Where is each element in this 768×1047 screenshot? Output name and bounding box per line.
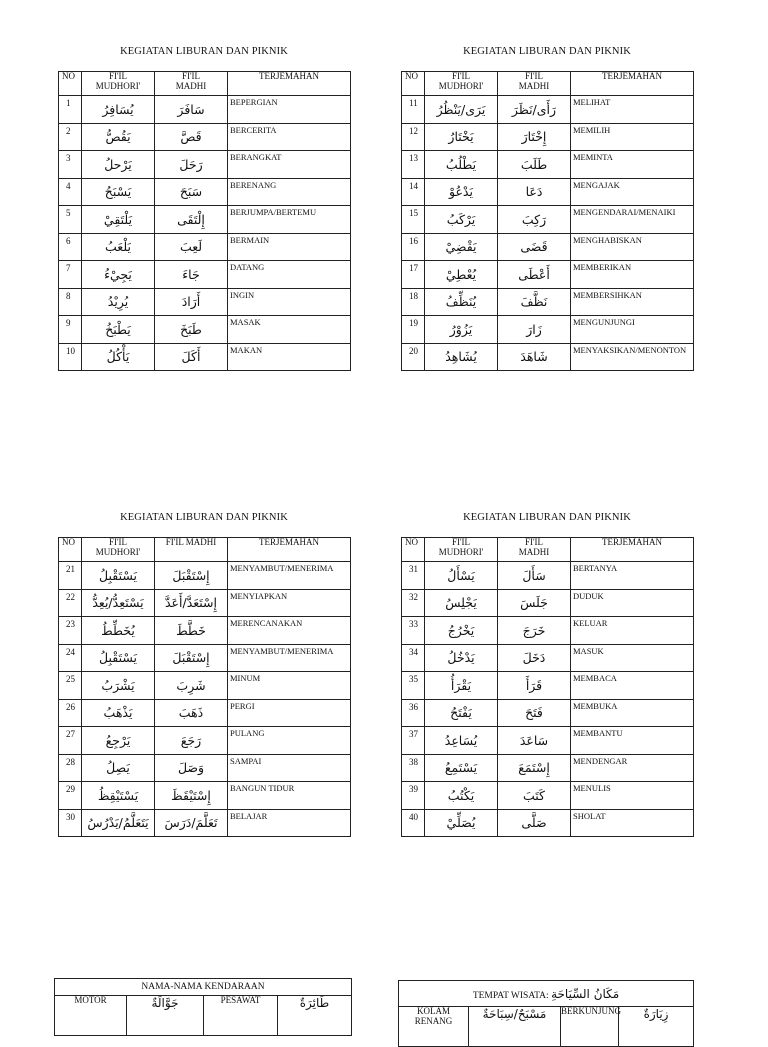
table-title: KEGIATAN LIBURAN DAN PIKNIK (120, 46, 288, 57)
table-row (59, 754, 351, 782)
header-mudhori-text: FI'IL (108, 537, 128, 547)
header-no (402, 538, 425, 562)
row-number: 30 (59, 809, 82, 837)
kendaraan-arabic: جَوَّالَةٌ (127, 996, 204, 1036)
table-row (59, 233, 351, 261)
row-number: 39 (402, 782, 425, 810)
fiil-mudhori: يَلْتَقِيْ (82, 206, 155, 234)
fiil-mudhori: يَرَى/يَنْظُرُ (425, 96, 498, 124)
header-terjemahan (228, 72, 351, 96)
fiil-madhi: إِسْتَعَدَّ/أَعَدَّ (155, 589, 228, 617)
fiil-mudhori: يُخَطِّطُ (82, 617, 155, 645)
row-number: 33 (402, 617, 425, 645)
table-title: KEGIATAN LIBURAN DAN PIKNIK (120, 512, 288, 523)
fiil-mudhori: يَفْتَحُ (425, 699, 498, 727)
table-row (59, 562, 351, 590)
fiil-mudhori: يَلْعَبُ (82, 233, 155, 261)
terjemahan: PERGI (228, 699, 351, 727)
fiil-mudhori: يَرْكَبُ (425, 206, 498, 234)
row-number: 21 (59, 562, 82, 590)
fiil-mudhori: يَذْهَبُ (82, 699, 155, 727)
vocab-table (58, 537, 351, 837)
header-madhi (155, 538, 228, 562)
row-number: 5 (59, 206, 82, 234)
wisata-label-line2: RENANG (414, 1015, 453, 1026)
vocab-table (401, 537, 694, 837)
header-terjemahan (571, 538, 694, 562)
fiil-madhi: زَارَ (498, 316, 571, 344)
fiil-madhi: أَكَلَ (155, 343, 228, 371)
terjemahan: MINUM (228, 672, 351, 700)
fiil-mudhori: يَتَعَلَّمُ/يَدْرُسُ (82, 809, 155, 837)
header-madhi-text: FI'IL MADHI (165, 537, 217, 547)
row-number: 31 (402, 562, 425, 590)
terjemahan: BERTANYA (571, 562, 694, 590)
header-madhi-text: FI'IL (181, 71, 201, 81)
header-mudhori-text: MUDHORI' (95, 80, 141, 91)
terjemahan: MENYAMBUT/MENERIMA (228, 644, 351, 672)
table-row (59, 809, 351, 837)
table-block-3 (58, 510, 350, 840)
table-row (59, 316, 351, 344)
row-number: 36 (402, 699, 425, 727)
terjemahan: DATANG (228, 261, 351, 289)
terjemahan: MENYAKSIKAN/MENONTON (571, 343, 694, 371)
terjemahan: BERMAIN (228, 233, 351, 261)
kendaraan-label: PESAWAT (204, 996, 278, 1036)
row-number: 19 (402, 316, 425, 344)
header-no-text: NO (405, 71, 418, 81)
wisata-label-line1: KOLAM (417, 1006, 450, 1016)
wisata-title (399, 981, 694, 1007)
wisata-table (398, 980, 694, 1047)
fiil-madhi: رَحَلَ (155, 151, 228, 179)
terjemahan: SHOLAT (571, 809, 694, 837)
fiil-mudhori: يَسْتَمِعُ (425, 754, 498, 782)
header-no (402, 72, 425, 96)
table-row (59, 206, 351, 234)
fiil-mudhori: يَسْتَيْقِظُ (82, 782, 155, 810)
vocab-table (401, 71, 694, 371)
terjemahan: MEMBERSIHKAN (571, 288, 694, 316)
fiil-mudhori: يَسْتَعِدُّ/يُعِدُّ (82, 589, 155, 617)
fiil-mudhori: يُشَاهِدُ (425, 343, 498, 371)
terjemahan: MAKAN (228, 343, 351, 371)
fiil-madhi: صَلَّى (498, 809, 571, 837)
table-row (402, 782, 694, 810)
terjemahan: INGIN (228, 288, 351, 316)
header-madhi-text: FI'IL (524, 537, 544, 547)
table-block-1 (58, 44, 350, 374)
fiil-madhi: سَبَحَ (155, 178, 228, 206)
fiil-mudhori: يَسْتَقْبِلُ (82, 644, 155, 672)
fiil-mudhori: يَسْبَحُ (82, 178, 155, 206)
row-number: 29 (59, 782, 82, 810)
header-madhi (498, 72, 571, 96)
terjemahan: MEMBANTU (571, 727, 694, 755)
wisata-label (399, 1007, 469, 1047)
row-number: 23 (59, 617, 82, 645)
fiil-madhi: إِخْتَارَ (498, 123, 571, 151)
header-terjemahan-text: TERJEMAHAN (259, 537, 319, 547)
fiil-mudhori: يَقُصُّ (82, 123, 155, 151)
terjemahan: MEMBUKA (571, 699, 694, 727)
fiil-mudhori: يَسْأَلُ (425, 562, 498, 590)
fiil-madhi: أَرَادَ (155, 288, 228, 316)
row-number: 16 (402, 233, 425, 261)
terjemahan: BERANGKAT (228, 151, 351, 179)
row-number: 22 (59, 589, 82, 617)
fiil-mudhori: يَجْلِسُ (425, 589, 498, 617)
terjemahan: MEMILIH (571, 123, 694, 151)
header-mudhori-text: FI'IL (451, 71, 471, 81)
table-row (402, 123, 694, 151)
terjemahan: SAMPAI (228, 754, 351, 782)
wisata-arabic: مَسْبَحٌ/سِبَاحَةٌ (469, 1007, 561, 1047)
row-number: 14 (402, 178, 425, 206)
header-no (59, 538, 82, 562)
header-no-text: NO (62, 71, 75, 81)
fiil-mudhori: يَسْتَقْبِلُ (82, 562, 155, 590)
header-madhi (498, 538, 571, 562)
header-terjemahan-text: TERJEMAHAN (602, 537, 662, 547)
row-number: 2 (59, 123, 82, 151)
table-row (402, 316, 694, 344)
table-row (402, 589, 694, 617)
fiil-madhi: خَرَجَ (498, 617, 571, 645)
terjemahan: MENGUNJUNGI (571, 316, 694, 344)
row-number: 32 (402, 589, 425, 617)
fiil-madhi: دَعَا (498, 178, 571, 206)
header-madhi (155, 72, 228, 96)
table-row (402, 727, 694, 755)
vocab-table (58, 71, 351, 371)
row-number: 13 (402, 151, 425, 179)
table-row (59, 151, 351, 179)
header-mudhori-text: MUDHORI' (438, 546, 484, 557)
table-row (402, 151, 694, 179)
fiil-madhi: وَصَلَ (155, 754, 228, 782)
fiil-madhi: إِسْتَيْقَظَ (155, 782, 228, 810)
table-row (402, 206, 694, 234)
terjemahan: MEMBACA (571, 672, 694, 700)
fiil-madhi: جَلَسَ (498, 589, 571, 617)
fiil-madhi: سَأَلَ (498, 562, 571, 590)
terjemahan: MASAK (228, 316, 351, 344)
table-row (402, 699, 694, 727)
terjemahan: MENULIS (571, 782, 694, 810)
terjemahan: MENGHABISKAN (571, 233, 694, 261)
table-row (402, 644, 694, 672)
terjemahan: MELIHAT (571, 96, 694, 124)
fiil-madhi: قَصَّ (155, 123, 228, 151)
row-number: 10 (59, 343, 82, 371)
table-row (59, 343, 351, 371)
row-number: 1 (59, 96, 82, 124)
fiil-mudhori: يَكْتُبُ (425, 782, 498, 810)
fiil-madhi: شَرِبَ (155, 672, 228, 700)
row-number: 4 (59, 178, 82, 206)
header-no-text: NO (62, 537, 75, 547)
fiil-madhi: قَرَأَ (498, 672, 571, 700)
row-number: 25 (59, 672, 82, 700)
table-row (59, 672, 351, 700)
header-mudhori-text: MUDHORI' (438, 80, 484, 91)
terjemahan: BEPERGIAN (228, 96, 351, 124)
table-row (59, 699, 351, 727)
terjemahan: MENGAJAK (571, 178, 694, 206)
row-number: 3 (59, 151, 82, 179)
header-mudhori (425, 538, 498, 562)
header-madhi-text: MADHI (518, 80, 550, 91)
row-number: 7 (59, 261, 82, 289)
terjemahan: BERCERITA (228, 123, 351, 151)
table-row (59, 123, 351, 151)
wisata-title-latin: TEMPAT WISATA: (472, 990, 549, 1001)
fiil-madhi: رَجَعَ (155, 727, 228, 755)
table-block-2 (401, 44, 693, 374)
row-number: 11 (402, 96, 425, 124)
terjemahan: BELAJAR (228, 809, 351, 837)
row-number: 34 (402, 644, 425, 672)
fiil-madhi: رَأَى/نَظَرَ (498, 96, 571, 124)
header-terjemahan (571, 72, 694, 96)
wisata-title-arabic: مَكَانُ السِّيَاحَةِ (551, 986, 620, 1001)
header-mudhori-text: FI'IL (108, 71, 128, 81)
row-number: 40 (402, 809, 425, 837)
fiil-mudhori: يَقْرَأُ (425, 672, 498, 700)
fiil-mudhori: يَدْخُلُ (425, 644, 498, 672)
header-no (59, 72, 82, 96)
fiil-mudhori: يَدْعُوْ (425, 178, 498, 206)
fiil-madhi: جَاءَ (155, 261, 228, 289)
terjemahan: BERJUMPA/BERTEMU (228, 206, 351, 234)
table-row (402, 178, 694, 206)
table-row (59, 782, 351, 810)
header-mudhori (82, 72, 155, 96)
table-row (59, 589, 351, 617)
header-madhi-text: MADHI (518, 546, 550, 557)
row-number: 35 (402, 672, 425, 700)
header-mudhori-text: MUDHORI' (95, 546, 141, 557)
header-mudhori-text: FI'IL (451, 537, 471, 547)
table-row (402, 261, 694, 289)
table-row (402, 562, 694, 590)
table-row (59, 644, 351, 672)
header-terjemahan (228, 538, 351, 562)
fiil-madhi: قَضَى (498, 233, 571, 261)
terjemahan: PULANG (228, 727, 351, 755)
fiil-mudhori: يَشْرَبُ (82, 672, 155, 700)
fiil-mudhori: يُسَافِرُ (82, 96, 155, 124)
fiil-madhi: طَلَبَ (498, 151, 571, 179)
fiil-mudhori: يَطْبَخُ (82, 316, 155, 344)
fiil-madhi: سَافَرَ (155, 96, 228, 124)
fiil-mudhori: يُصَلِّيْ (425, 809, 498, 837)
wisata-arabic: زِيَارَةٌ (619, 1007, 694, 1047)
fiil-madhi: تَعَلَّمَ/دَرَسَ (155, 809, 228, 837)
header-madhi-text: FI'IL (524, 71, 544, 81)
terjemahan: MENGENDARAI/MENAIKI (571, 206, 694, 234)
row-number: 27 (59, 727, 82, 755)
terjemahan: MENDENGAR (571, 754, 694, 782)
terjemahan: KELUAR (571, 617, 694, 645)
fiil-madhi: نَظَّفَ (498, 288, 571, 316)
fiil-mudhori: يَخْتَارُ (425, 123, 498, 151)
terjemahan: BANGUN TIDUR (228, 782, 351, 810)
table-block-4 (401, 510, 693, 840)
fiil-madhi: إِسْتَمَعَ (498, 754, 571, 782)
fiil-madhi: ذَهَبَ (155, 699, 228, 727)
row-number: 18 (402, 288, 425, 316)
table-row (402, 288, 694, 316)
row-number: 6 (59, 233, 82, 261)
table-row (402, 809, 694, 837)
table-row (59, 617, 351, 645)
kendaraan-label: MOTOR (55, 996, 127, 1036)
table-row (59, 178, 351, 206)
terjemahan: DUDUK (571, 589, 694, 617)
kendaraan-table (54, 978, 352, 1036)
row-number: 24 (59, 644, 82, 672)
fiil-mudhori: يَرْحلُ (82, 151, 155, 179)
fiil-mudhori: يَخْرُجُ (425, 617, 498, 645)
row-number: 20 (402, 343, 425, 371)
wisata-label: BERKUNJUNG (561, 1007, 619, 1047)
table-row (59, 261, 351, 289)
table-row (402, 617, 694, 645)
fiil-mudhori: يَقْضِيْ (425, 233, 498, 261)
table-title: KEGIATAN LIBURAN DAN PIKNIK (463, 512, 631, 523)
row-number: 12 (402, 123, 425, 151)
row-number: 26 (59, 699, 82, 727)
table-row (59, 727, 351, 755)
fiil-madhi: طَبَخَ (155, 316, 228, 344)
terjemahan: BERENANG (228, 178, 351, 206)
row-number: 9 (59, 316, 82, 344)
fiil-madhi: كَتَبَ (498, 782, 571, 810)
header-madhi-text: MADHI (175, 80, 207, 91)
fiil-madhi: رَكِبَ (498, 206, 571, 234)
kendaraan-title: NAMA-NAMA KENDARAAN (55, 979, 352, 996)
terjemahan: MASUK (571, 644, 694, 672)
header-terjemahan-text: TERJEMAHAN (602, 71, 662, 81)
table-row (402, 233, 694, 261)
header-terjemahan-text: TERJEMAHAN (259, 71, 319, 81)
table-row (402, 672, 694, 700)
row-number: 15 (402, 206, 425, 234)
fiil-mudhori: يُسَاعِدُ (425, 727, 498, 755)
table-row (59, 96, 351, 124)
fiil-mudhori: يُرِيْدُ (82, 288, 155, 316)
fiil-madhi: أَعْطَى (498, 261, 571, 289)
fiil-mudhori: يَزُوْرُ (425, 316, 498, 344)
fiil-madhi: إِلْتَقَى (155, 206, 228, 234)
table-title: KEGIATAN LIBURAN DAN PIKNIK (463, 46, 631, 57)
header-mudhori (425, 72, 498, 96)
header-mudhori (82, 538, 155, 562)
row-number: 38 (402, 754, 425, 782)
fiil-mudhori: يَصِلُ (82, 754, 155, 782)
row-number: 28 (59, 754, 82, 782)
row-number: 37 (402, 727, 425, 755)
fiil-madhi: لَعِبَ (155, 233, 228, 261)
terjemahan: MERENCANAKAN (228, 617, 351, 645)
terjemahan: MENYIAPKAN (228, 589, 351, 617)
table-row (402, 96, 694, 124)
fiil-madhi: إِسْتَقْبَلَ (155, 644, 228, 672)
table-row (402, 343, 694, 371)
fiil-madhi: إِسْتَقْبَلَ (155, 562, 228, 590)
fiil-mudhori: يَطْلُبُ (425, 151, 498, 179)
fiil-mudhori: يَجِيْءُ (82, 261, 155, 289)
kendaraan-arabic: طَائِرَةٌ (278, 996, 352, 1036)
fiil-madhi: شَاهَدَ (498, 343, 571, 371)
fiil-madhi: خَطَّطَ (155, 617, 228, 645)
fiil-mudhori: يَرْجِعُ (82, 727, 155, 755)
terjemahan: MENYAMBUT/MENERIMA (228, 562, 351, 590)
table-row (402, 754, 694, 782)
terjemahan: MEMBERIKAN (571, 261, 694, 289)
row-number: 17 (402, 261, 425, 289)
fiil-mudhori: يُعْطِيْ (425, 261, 498, 289)
fiil-madhi: فَتَحَ (498, 699, 571, 727)
fiil-madhi: دَخَلَ (498, 644, 571, 672)
fiil-mudhori: يُنَظِّفُ (425, 288, 498, 316)
row-number: 8 (59, 288, 82, 316)
table-row (59, 288, 351, 316)
terjemahan: MEMINTA (571, 151, 694, 179)
fiil-mudhori: يَأْكُلُ (82, 343, 155, 371)
header-no-text: NO (405, 537, 418, 547)
fiil-madhi: سَاعَدَ (498, 727, 571, 755)
